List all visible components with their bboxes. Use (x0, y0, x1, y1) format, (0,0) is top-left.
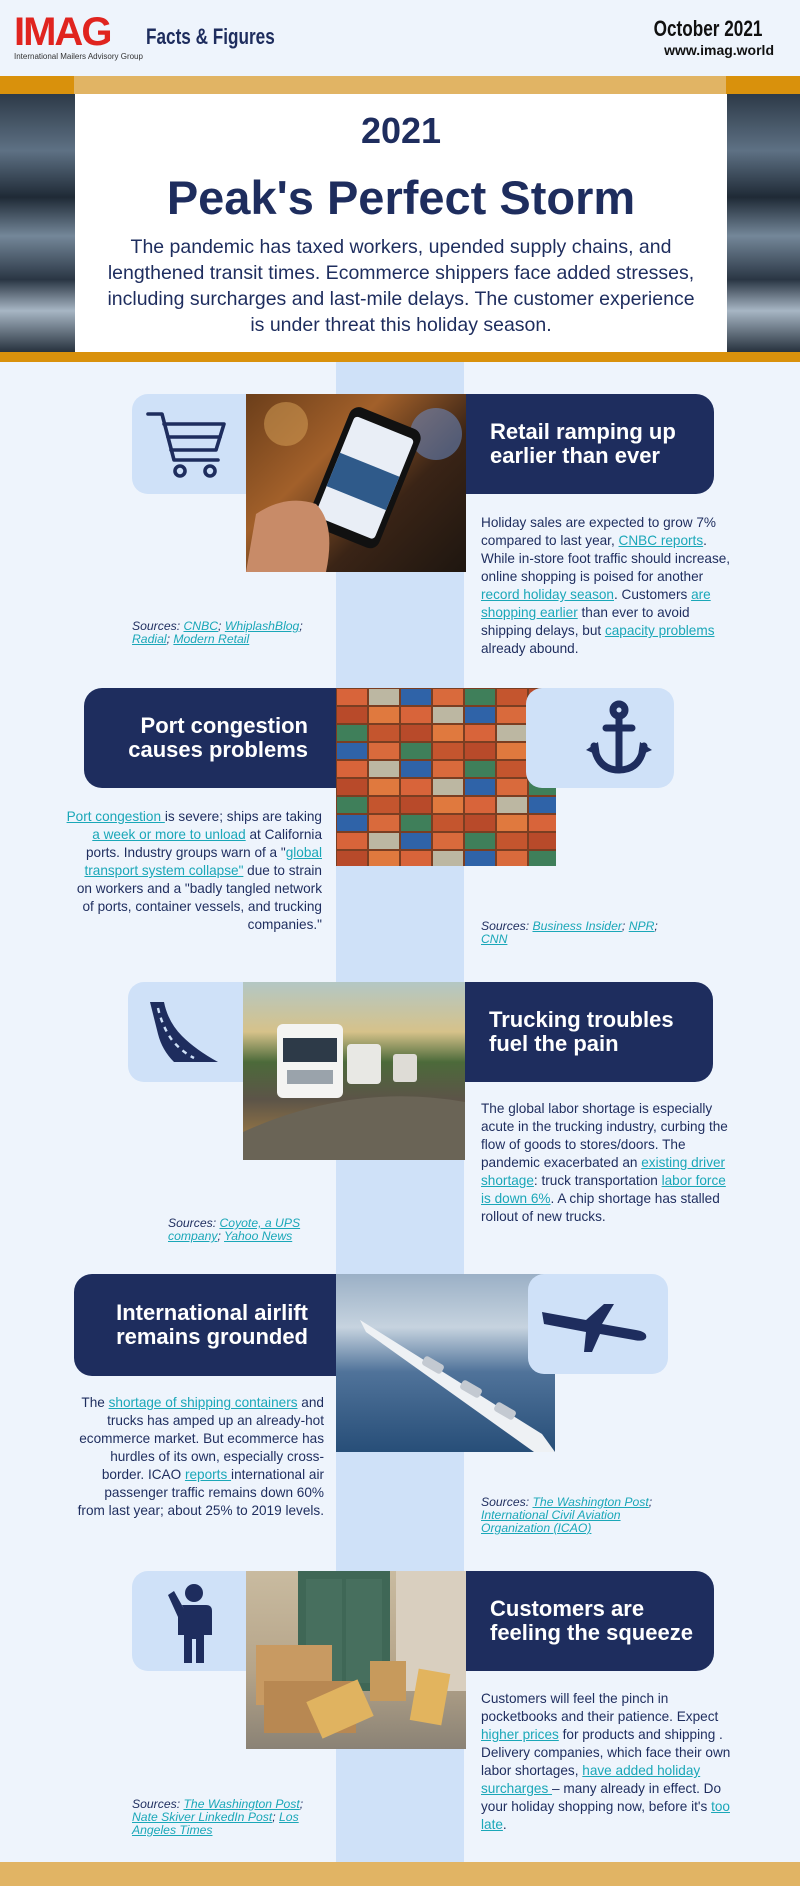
anchor-icon (526, 688, 674, 788)
container-block (401, 743, 431, 759)
container-block (401, 761, 431, 777)
container-block (433, 743, 463, 759)
section-sources (481, 920, 681, 946)
source-link[interactable]: too late (481, 1799, 730, 1832)
container-block (337, 725, 367, 741)
trucks-on-road-photo (243, 982, 465, 1160)
container-block (369, 797, 399, 813)
section-title-line1: Port congestion (140, 713, 308, 738)
container-block (465, 815, 495, 831)
text-run: . (502, 1817, 507, 1832)
source-link[interactable]: a week or more to unload (92, 827, 246, 842)
airplane-icon (528, 1274, 668, 1374)
container-block (401, 815, 431, 831)
page-title: Peak's Perfect Storm (166, 171, 636, 224)
source-link[interactable]: higher prices (481, 1727, 559, 1742)
section-icon-box (526, 688, 674, 788)
source-link[interactable]: capacity problems (604, 623, 715, 638)
tagline: Facts & Figures (146, 24, 275, 49)
logo-subtitle: International Mailers Advisory Group (14, 52, 143, 61)
hero-top-band (0, 76, 800, 94)
container-block (497, 743, 527, 759)
container-block (369, 689, 399, 705)
section-title-line2: causes problems (128, 737, 308, 762)
container-block (337, 797, 367, 813)
text-run: Customers will feel the pinch in pocketbooks and their patience. Expect (481, 1691, 719, 1724)
container-block (433, 815, 463, 831)
section-title-trucking (465, 982, 713, 1082)
text-run: ; (648, 1495, 653, 1509)
container-block (529, 851, 556, 866)
container-block (369, 743, 399, 759)
source-link[interactable]: shortage of shipping containers (108, 1395, 298, 1410)
container-block (337, 851, 367, 866)
container-block (337, 707, 367, 723)
text-run: and trucks has amped up an already-hot ecommerce market. But ecommerce has hurdles of its own, especially cross-border. ICAO (79, 1395, 324, 1482)
section-sources (132, 1798, 332, 1837)
container-block (401, 779, 431, 795)
source-link[interactable]: The Washington Post (532, 1495, 649, 1509)
container-block (529, 797, 556, 813)
source-link[interactable]: International Civil Aviation Organization (ICAO) (481, 1508, 621, 1535)
text-run: Sources: (481, 1495, 533, 1509)
source-link[interactable]: Nate Skiver LinkedIn Post (132, 1810, 273, 1824)
text-run: Sources: (132, 1797, 184, 1811)
container-block (369, 851, 399, 866)
container-block (401, 707, 431, 723)
text-run: for products and shipping . Delivery companies, which face their own labor shortages, (481, 1727, 731, 1778)
text-run: : truck transportation (533, 1173, 662, 1188)
source-link[interactable]: Yahoo News (224, 1229, 293, 1243)
section-sources (168, 1217, 328, 1243)
source-link[interactable]: global transport system collapse" (84, 845, 322, 878)
source-link[interactable]: are shopping earlier (481, 587, 711, 620)
container-block (433, 779, 463, 795)
container-block (497, 851, 527, 866)
container-block (465, 797, 495, 813)
container-block (401, 725, 431, 741)
container-block (369, 779, 399, 795)
container-block (497, 833, 527, 849)
source-link[interactable]: reports (184, 1467, 232, 1482)
container-block (337, 743, 367, 759)
text-run: ; (272, 1810, 280, 1824)
shipping-containers-photo (336, 688, 556, 866)
container-block (497, 761, 527, 777)
packages-illustration (246, 1571, 466, 1749)
container-block (465, 725, 495, 741)
text-run: The global labor shortage is especially acute in the trucking industry, curbing the flow of goods to stores/doors. The pandemic exacerbated an (481, 1101, 728, 1170)
text-run: due to strain on workers and a "badly tangled network of ports, container vessels, and trucking companies." (76, 863, 322, 932)
text-run: ; (218, 619, 225, 633)
logo[interactable]: IMAG (14, 10, 111, 54)
band-edge-right (726, 76, 800, 94)
source-link[interactable]: Business Insider (532, 919, 622, 933)
text-run: ; (654, 919, 658, 933)
section-title-retail (466, 394, 714, 494)
section-body (66, 808, 322, 934)
container-block (401, 797, 431, 813)
text-run: already abound. (481, 641, 579, 656)
container-block (337, 779, 367, 795)
text-run: The (81, 1395, 109, 1410)
storm-image-right (727, 94, 800, 352)
section-title-port (84, 688, 336, 788)
section-icon-box (528, 1274, 668, 1374)
footer-band (0, 1862, 800, 1886)
container-block (529, 815, 556, 831)
container-block (465, 833, 495, 849)
text-run: than ever to avoid shipping delays, but (481, 605, 690, 638)
section-title-airlift (74, 1274, 336, 1376)
text-run: . A chip shortage has stalled rollout of new trucks. (481, 1191, 720, 1224)
container-block (433, 761, 463, 777)
phone-shopping-photo (246, 394, 466, 572)
container-block (337, 761, 367, 777)
section-title-line2: earlier than ever (490, 443, 660, 468)
source-link[interactable]: record holiday season (481, 587, 614, 602)
phone-shopping-illustration (246, 394, 466, 572)
section-title-line1: International airlift (116, 1300, 308, 1325)
source-link[interactable]: existing driver shortage (481, 1155, 726, 1188)
container-block (497, 797, 527, 813)
airplane-wing-illustration (336, 1274, 555, 1452)
section-title-line2: fuel the pain (489, 1031, 619, 1056)
container-block (433, 689, 463, 705)
hero-bottom-band (0, 352, 800, 362)
section-title-line1: Customers are (490, 1596, 645, 1621)
container-block (465, 851, 495, 866)
text-run: ; (299, 1797, 304, 1811)
container-block (497, 725, 527, 741)
container-block (497, 689, 527, 705)
text-run: international air passenger traffic remains down 60% from last year; about 25% to 2019 levels. (77, 1467, 324, 1518)
container-block (433, 797, 463, 813)
container-block (465, 761, 495, 777)
source-link[interactable]: Radial (132, 632, 167, 646)
source-link[interactable]: CNN (481, 932, 508, 946)
section-sources (132, 620, 332, 646)
container-block (369, 833, 399, 849)
section-title-line2: remains grounded (116, 1324, 308, 1349)
container-block (369, 815, 399, 831)
text-run: . Customers (614, 587, 692, 602)
container-block (433, 707, 463, 723)
packages-at-door-photo (246, 1571, 466, 1749)
section-body (74, 1394, 324, 1520)
text-run: ; (299, 619, 303, 633)
text-run: ; (621, 919, 629, 933)
airplane-wing-photo (336, 1274, 555, 1452)
container-block (401, 689, 431, 705)
source-link[interactable]: CNBC reports (618, 533, 704, 548)
section-body (481, 1690, 737, 1834)
issue-date: October 2021 (653, 16, 762, 41)
source-link[interactable]: The Washington Post (183, 1797, 300, 1811)
hero-year: 2021 (360, 110, 442, 151)
container-block (401, 851, 431, 866)
website-url[interactable]: www.imag.world (664, 42, 774, 58)
source-link[interactable]: Port congestion (66, 809, 165, 824)
container-block (401, 833, 431, 849)
band-edge-left (0, 76, 74, 94)
hero-description: The pandemic has taxed workers, upended supply chains, and lengthened transit times. Ecommerce shippers face added stresses, including surcharges and last-mile delays. The customer experience is under threat this holiday season. (107, 236, 695, 336)
source-link[interactable]: NPR (628, 919, 655, 933)
source-link[interactable]: WhiplashBlog (224, 619, 300, 633)
section-body (481, 1100, 737, 1226)
source-link[interactable]: Los Angeles Times (132, 1810, 299, 1837)
container-block (497, 707, 527, 723)
text-run: Sources: (168, 1216, 220, 1230)
source-link[interactable]: Coyote, a UPS company (168, 1216, 301, 1243)
section-body (481, 514, 739, 658)
container-block (433, 833, 463, 849)
trucks-illustration (243, 982, 465, 1160)
container-block (337, 815, 367, 831)
text-run: – many already in effect. Do your holiday shopping now, before it's (481, 1781, 722, 1814)
section-title-line1: Trucking troubles (489, 1007, 674, 1032)
container-block (369, 761, 399, 777)
container-block (465, 743, 495, 759)
section-title-line2: feeling the squeeze (490, 1620, 693, 1645)
text-run: ; (217, 1229, 225, 1243)
containers-illustration (336, 688, 556, 866)
text-run: ; (166, 632, 174, 646)
storm-image-left (0, 94, 75, 352)
container-block (337, 689, 367, 705)
text-run: at California ports. Industry groups warn of a " (85, 827, 322, 860)
section-sources (481, 1496, 681, 1535)
container-block (337, 833, 367, 849)
source-link[interactable]: Modern Retail (173, 632, 250, 646)
source-link[interactable]: have added holiday surcharges (481, 1763, 701, 1796)
source-link[interactable]: labor force is down 6% (481, 1173, 726, 1206)
text-run: Holiday sales are expected to grow 7% compared to last year, (481, 515, 716, 548)
text-run: is severe; ships are taking (164, 809, 322, 824)
text-run: . While in-store foot traffic should increase, online shopping is poised for another (481, 533, 731, 584)
container-block (529, 833, 556, 849)
container-block (465, 707, 495, 723)
container-block (465, 689, 495, 705)
container-block (369, 725, 399, 741)
source-link[interactable]: CNBC (183, 619, 219, 633)
container-block (433, 725, 463, 741)
section-title-customers (466, 1571, 714, 1671)
section-title-line1: Retail ramping up (490, 419, 676, 444)
text-run: Sources: (132, 619, 184, 633)
container-block (433, 851, 463, 866)
text-run: Sources: (481, 919, 533, 933)
container-block (465, 779, 495, 795)
container-block (497, 815, 527, 831)
container-block (497, 779, 527, 795)
container-block (369, 707, 399, 723)
